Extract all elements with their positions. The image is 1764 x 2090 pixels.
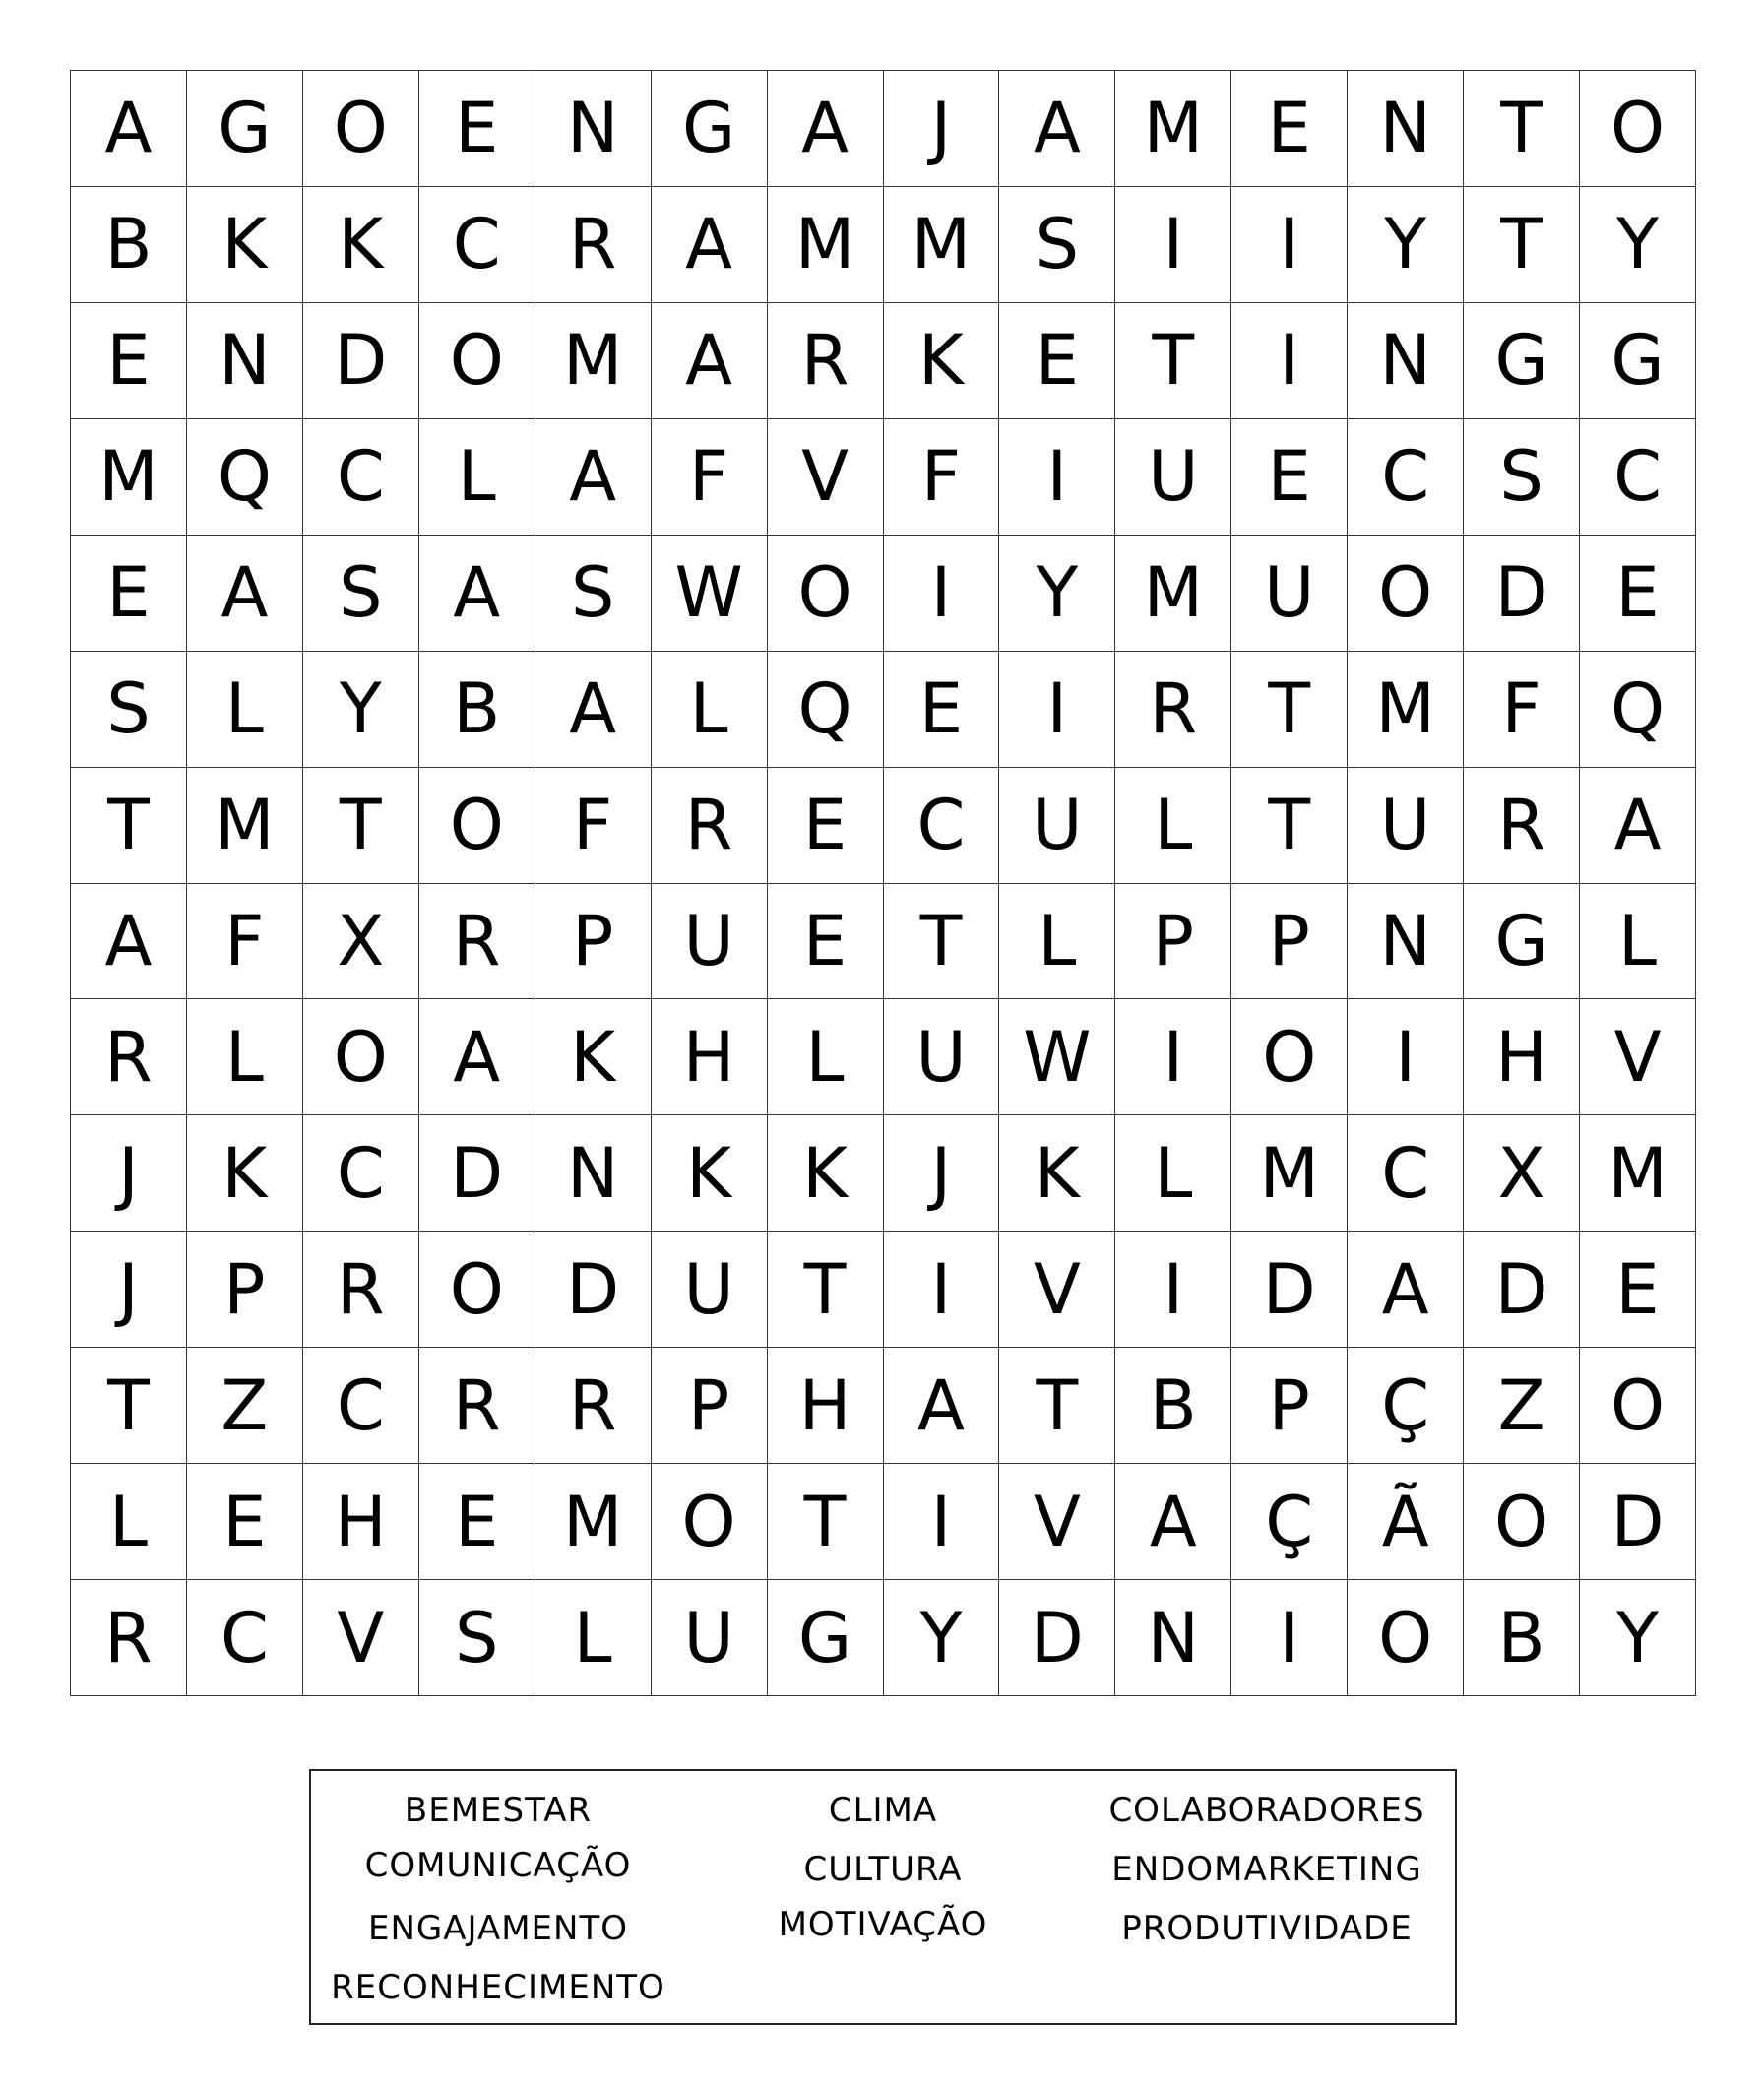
grid-cell[interactable]: R — [1115, 652, 1231, 768]
grid-cell[interactable]: G — [1580, 303, 1696, 419]
grid-cell[interactable]: E — [768, 768, 884, 884]
grid-cell[interactable]: L — [187, 999, 303, 1115]
grid-cell[interactable]: I — [1231, 303, 1348, 419]
grid-cell[interactable]: H — [768, 1348, 884, 1464]
grid-cell[interactable]: L — [419, 419, 536, 536]
word-search-grid — [70, 70, 1696, 1696]
grid-cell[interactable]: E — [1580, 536, 1696, 652]
grid-cell[interactable]: M — [536, 1464, 652, 1580]
grid-cell[interactable]: S — [71, 652, 187, 768]
word-item: CLIMA — [828, 1791, 938, 1830]
grid-cell[interactable]: S — [1464, 419, 1580, 536]
grid-cell[interactable]: N — [1115, 1580, 1231, 1696]
grid-cell[interactable]: A — [71, 884, 187, 1000]
grid-cell[interactable]: T — [71, 1348, 187, 1464]
grid-cell[interactable]: E — [768, 884, 884, 1000]
grid-cell[interactable]: D — [1231, 1232, 1348, 1348]
grid-cell[interactable]: M — [71, 419, 187, 536]
grid-cell[interactable]: I — [1348, 999, 1464, 1115]
grid-cell[interactable]: I — [1115, 999, 1231, 1115]
grid-cell[interactable]: C — [1348, 1115, 1464, 1232]
grid-cell[interactable]: H — [303, 1464, 419, 1580]
grid-cell[interactable]: M — [536, 303, 652, 419]
grid-cell[interactable]: Q — [768, 652, 884, 768]
grid-cell[interactable]: M — [768, 187, 884, 303]
grid-cell[interactable]: N — [187, 303, 303, 419]
grid-cell[interactable]: F — [1464, 652, 1580, 768]
grid-cell[interactable]: G — [1464, 884, 1580, 1000]
grid-cell[interactable]: V — [768, 419, 884, 536]
grid-cell[interactable]: D — [999, 1580, 1115, 1696]
grid-cell[interactable]: L — [999, 884, 1115, 1000]
grid-cell[interactable]: T — [768, 1232, 884, 1348]
grid-cell[interactable]: E — [1580, 1232, 1696, 1348]
grid-cell[interactable]: L — [1115, 768, 1231, 884]
grid-cell[interactable]: O — [1580, 71, 1696, 187]
grid-cell[interactable]: N — [1348, 884, 1464, 1000]
grid-cell[interactable]: V — [999, 1464, 1115, 1580]
grid-cell[interactable]: C — [1580, 419, 1696, 536]
grid-cell[interactable]: Ã — [1348, 1464, 1464, 1580]
grid-cell[interactable]: I — [1231, 187, 1348, 303]
grid-cell[interactable]: A — [71, 71, 187, 187]
grid-cell[interactable]: A — [536, 419, 652, 536]
grid-cell[interactable]: T — [1231, 652, 1348, 768]
grid-cell[interactable]: Ç — [1231, 1464, 1348, 1580]
grid-cell[interactable]: C — [303, 1115, 419, 1232]
grid-cell[interactable]: T — [1231, 768, 1348, 884]
grid-cell[interactable]: E — [71, 536, 187, 652]
word-item: COLABORADORES — [1108, 1791, 1425, 1830]
word-list-box — [309, 1769, 1457, 2025]
grid-cell[interactable]: D — [419, 1115, 536, 1232]
grid-cell[interactable]: O — [1580, 1348, 1696, 1464]
word-item: ENDOMARKETING — [1111, 1850, 1422, 1889]
grid-cell[interactable]: I — [884, 1464, 1000, 1580]
grid-cell[interactable]: P — [652, 1348, 768, 1464]
grid-cell[interactable]: Y — [1580, 1580, 1696, 1696]
grid-cell[interactable]: M — [884, 187, 1000, 303]
grid-cell[interactable]: H — [652, 999, 768, 1115]
grid-cell[interactable]: T — [303, 768, 419, 884]
grid-cell[interactable]: G — [768, 1580, 884, 1696]
grid-cell[interactable]: L — [71, 1464, 187, 1580]
grid-cell[interactable]: M — [1115, 71, 1231, 187]
grid-cell[interactable]: O — [1464, 1464, 1580, 1580]
grid-cell[interactable]: Z — [1464, 1348, 1580, 1464]
grid-cell[interactable]: A — [536, 652, 652, 768]
grid-cell[interactable]: I — [884, 536, 1000, 652]
grid-cell[interactable]: G — [652, 71, 768, 187]
grid-cell[interactable]: R — [536, 187, 652, 303]
grid-cell[interactable]: Y — [999, 536, 1115, 652]
grid-cell[interactable]: V — [1580, 999, 1696, 1115]
grid-cell[interactable]: R — [1464, 768, 1580, 884]
grid-cell[interactable]: Y — [303, 652, 419, 768]
grid-cell[interactable]: J — [71, 1232, 187, 1348]
grid-cell[interactable]: I — [999, 652, 1115, 768]
grid-cell[interactable]: S — [999, 187, 1115, 303]
grid-cell[interactable]: I — [1231, 1580, 1348, 1696]
grid-cell[interactable]: T — [71, 768, 187, 884]
grid-cell[interactable]: B — [71, 187, 187, 303]
grid-cell[interactable]: O — [652, 1464, 768, 1580]
grid-cell[interactable]: T — [884, 884, 1000, 1000]
grid-cell[interactable]: M — [187, 768, 303, 884]
grid-cell[interactable]: V — [999, 1232, 1115, 1348]
grid-cell[interactable]: T — [999, 1348, 1115, 1464]
grid-cell[interactable]: O — [419, 303, 536, 419]
grid-cell[interactable]: C — [303, 1348, 419, 1464]
grid-cell[interactable]: A — [768, 71, 884, 187]
grid-cell[interactable]: N — [1348, 71, 1464, 187]
grid-cell[interactable]: T — [1115, 303, 1231, 419]
grid-cell[interactable]: W — [652, 536, 768, 652]
grid-cell[interactable]: N — [1348, 303, 1464, 419]
grid-cell[interactable]: M — [1231, 1115, 1348, 1232]
grid-cell[interactable]: R — [536, 1348, 652, 1464]
grid-cell[interactable]: P — [536, 884, 652, 1000]
word-item: MOTIVAÇÃO — [778, 1905, 988, 1944]
grid-cell[interactable]: O — [768, 536, 884, 652]
grid-cell[interactable]: X — [303, 884, 419, 1000]
grid-cell[interactable]: C — [419, 187, 536, 303]
grid-cell[interactable]: Q — [1580, 652, 1696, 768]
grid-cell[interactable]: D — [1580, 1464, 1696, 1580]
grid-cell[interactable]: S — [536, 536, 652, 652]
grid-cell[interactable]: L — [1115, 1115, 1231, 1232]
grid-cell[interactable]: U — [884, 999, 1000, 1115]
grid-cell[interactable]: C — [884, 768, 1000, 884]
grid-cell[interactable]: O — [303, 999, 419, 1115]
grid-cell[interactable]: E — [419, 71, 536, 187]
grid-cell[interactable]: O — [1231, 999, 1348, 1115]
grid-cell[interactable]: K — [303, 187, 419, 303]
word-item: RECONHECIMENTO — [331, 1968, 665, 2007]
grid-cell[interactable]: B — [1464, 1580, 1580, 1696]
grid-cell[interactable]: M — [1580, 1115, 1696, 1232]
grid-cell[interactable]: S — [419, 1580, 536, 1696]
grid-cell[interactable]: T — [768, 1464, 884, 1580]
grid-cell[interactable]: J — [71, 1115, 187, 1232]
grid-cell[interactable]: A — [652, 187, 768, 303]
grid-cell[interactable]: E — [884, 652, 1000, 768]
grid-cell[interactable]: R — [768, 303, 884, 419]
grid-cell[interactable]: K — [999, 1115, 1115, 1232]
grid-cell[interactable]: L — [536, 1580, 652, 1696]
grid-cell[interactable]: O — [1348, 536, 1464, 652]
grid-cell[interactable]: N — [536, 1115, 652, 1232]
grid-cell[interactable]: X — [1464, 1115, 1580, 1232]
grid-cell[interactable]: G — [187, 71, 303, 187]
grid-cell[interactable]: A — [419, 999, 536, 1115]
grid-cell[interactable]: Y — [1348, 187, 1464, 303]
grid-cell[interactable]: F — [536, 768, 652, 884]
grid-cell[interactable]: R — [419, 884, 536, 1000]
grid-cell[interactable]: P — [1115, 884, 1231, 1000]
grid-cell[interactable]: P — [187, 1232, 303, 1348]
grid-cell[interactable]: C — [187, 1580, 303, 1696]
grid-cell[interactable]: B — [419, 652, 536, 768]
grid-cell[interactable]: I — [884, 1232, 1000, 1348]
grid-cell[interactable]: E — [419, 1464, 536, 1580]
grid-cell[interactable]: F — [187, 884, 303, 1000]
grid-cell[interactable]: R — [419, 1348, 536, 1464]
grid-cell[interactable]: K — [768, 1115, 884, 1232]
grid-cell[interactable]: U — [1348, 768, 1464, 884]
grid-cell[interactable]: A — [652, 303, 768, 419]
grid-cell[interactable]: J — [884, 71, 1000, 187]
grid-cell[interactable]: I — [999, 419, 1115, 536]
grid-cell[interactable]: T — [1464, 187, 1580, 303]
word-item: ENGAJAMENTO — [368, 1909, 628, 1948]
grid-cell[interactable]: A — [1580, 768, 1696, 884]
grid-cell[interactable]: E — [999, 303, 1115, 419]
grid-cell[interactable]: A — [187, 536, 303, 652]
grid-cell[interactable]: T — [1464, 71, 1580, 187]
grid-cell[interactable]: W — [999, 999, 1115, 1115]
grid-cell[interactable]: A — [1115, 1464, 1231, 1580]
grid-cell[interactable]: O — [1348, 1580, 1464, 1696]
grid-cell[interactable]: C — [303, 419, 419, 536]
grid-cell[interactable]: S — [303, 536, 419, 652]
grid-cell[interactable]: N — [536, 71, 652, 187]
grid-cell[interactable]: U — [652, 884, 768, 1000]
grid-cell[interactable]: Ç — [1348, 1348, 1464, 1464]
grid-cell[interactable]: L — [652, 652, 768, 768]
grid-cell[interactable]: D — [1464, 536, 1580, 652]
grid-cell[interactable]: D — [303, 303, 419, 419]
grid-cell[interactable]: K — [187, 187, 303, 303]
grid-cell[interactable]: O — [303, 71, 419, 187]
grid-cell[interactable]: K — [536, 999, 652, 1115]
grid-cell[interactable]: H — [1464, 999, 1580, 1115]
grid-cell[interactable]: O — [419, 1232, 536, 1348]
grid-cell[interactable]: P — [1231, 884, 1348, 1000]
grid-cell[interactable]: Y — [1580, 187, 1696, 303]
grid-cell[interactable]: F — [652, 419, 768, 536]
grid-cell[interactable]: L — [1580, 884, 1696, 1000]
grid-cell[interactable]: E — [71, 303, 187, 419]
grid-cell[interactable]: K — [652, 1115, 768, 1232]
grid-cell[interactable]: A — [999, 71, 1115, 187]
grid-cell[interactable]: U — [652, 1580, 768, 1696]
grid-cell[interactable]: A — [1348, 1232, 1464, 1348]
grid-cell[interactable]: L — [187, 652, 303, 768]
grid-cell[interactable]: V — [303, 1580, 419, 1696]
grid-cell[interactable]: J — [884, 1115, 1000, 1232]
grid-cell[interactable]: C — [1348, 419, 1464, 536]
grid-cell[interactable]: Q — [187, 419, 303, 536]
grid-cell[interactable]: R — [71, 999, 187, 1115]
grid-cell[interactable]: P — [1231, 1348, 1348, 1464]
grid-cell[interactable]: I — [1115, 187, 1231, 303]
grid-cell[interactable]: R — [71, 1580, 187, 1696]
grid-cell[interactable]: M — [1348, 652, 1464, 768]
word-item: PRODUTIVIDADE — [1121, 1909, 1413, 1948]
grid-cell[interactable]: O — [419, 768, 536, 884]
grid-cell[interactable]: E — [1231, 71, 1348, 187]
grid-cell[interactable]: F — [884, 419, 1000, 536]
grid-cell[interactable]: M — [1115, 536, 1231, 652]
grid-cell[interactable]: K — [187, 1115, 303, 1232]
grid-cell[interactable]: I — [1115, 1232, 1231, 1348]
word-item: BEMESTAR — [404, 1791, 593, 1830]
grid-cell[interactable]: D — [536, 1232, 652, 1348]
grid-cell[interactable]: K — [884, 303, 1000, 419]
grid-cell[interactable]: R — [303, 1232, 419, 1348]
grid-cell[interactable]: U — [999, 768, 1115, 884]
grid-cell[interactable]: G — [1464, 303, 1580, 419]
grid-cell[interactable]: D — [1464, 1232, 1580, 1348]
grid-cell[interactable]: A — [884, 1348, 1000, 1464]
grid-cell[interactable]: U — [652, 1232, 768, 1348]
word-item: COMUNICAÇÃO — [364, 1846, 632, 1885]
grid-cell[interactable]: A — [419, 536, 536, 652]
grid-cell[interactable]: Y — [884, 1580, 1000, 1696]
grid-cell[interactable]: Z — [187, 1348, 303, 1464]
grid-cell[interactable]: R — [652, 768, 768, 884]
grid-cell[interactable]: E — [187, 1464, 303, 1580]
grid-cell[interactable]: B — [1115, 1348, 1231, 1464]
grid-cell[interactable]: U — [1231, 536, 1348, 652]
word-item: CULTURA — [803, 1850, 963, 1889]
grid-cell[interactable]: U — [1115, 419, 1231, 536]
grid-cell[interactable]: E — [1231, 419, 1348, 536]
grid-cell[interactable]: L — [768, 999, 884, 1115]
